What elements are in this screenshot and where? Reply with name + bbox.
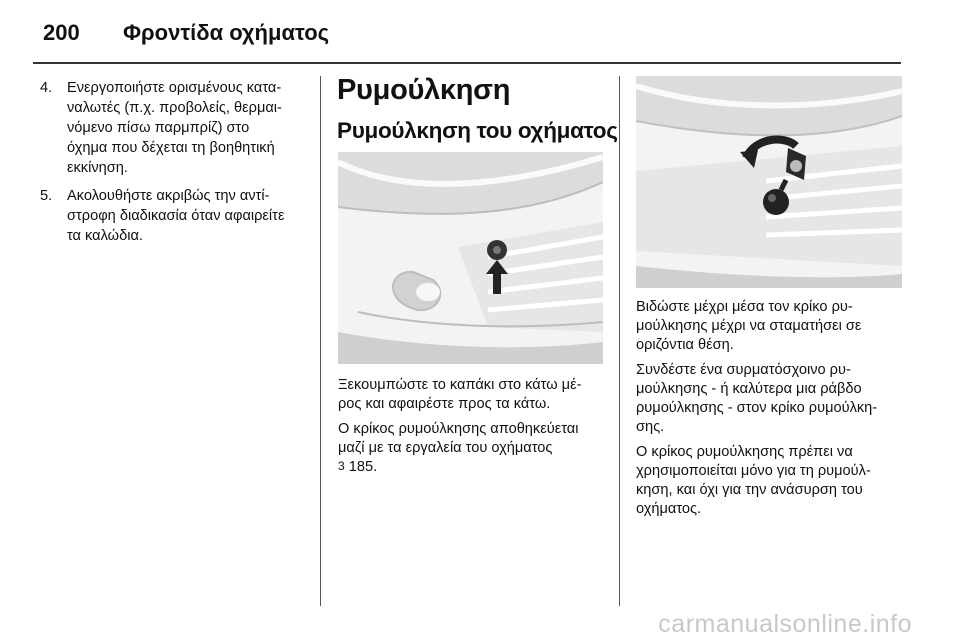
text-line: σης. [636,419,665,435]
paragraph [636,443,906,519]
text-line: μαζί με τα εργαλεία του οχήματος [338,440,553,456]
text-line: Συνδέστε ένα συρματόσχοινο ρυ- [636,362,851,378]
text-line: Ο κρίκος ρυμούλκησης πρέπει να [636,444,853,460]
text-line: μούλκησης μέχρι να σταματήσει σε [636,318,862,334]
paragraph [338,376,608,414]
text-line: Ξεκουμπώστε το καπάκι στο κάτω μέ- [338,377,582,393]
text-line: μούλκησης - ή καλύτερα μια ράβδο [636,381,862,397]
step-text-line: ναλωτές (π.χ. προβολείς, θερμαι- [67,100,282,116]
step-text-line: στροφη διαδικασία όταν αφαιρείτε [67,208,285,224]
towing-eye-illustration [636,76,902,288]
step-text-line: τα καλώδια. [67,228,143,244]
page-number: 200 [43,20,80,45]
header-rule [33,62,901,64]
page-title: Φροντίδα οχήματος [123,20,330,45]
cross-reference-icon: 3 [338,459,345,473]
step-list [40,78,308,254]
text-line: Βιδώστε μέχρι μέσα τον κρίκο ρυ- [636,299,853,315]
step-number: 4. [40,80,53,96]
subsection-title: Ρυμούλκηση του οχήματος [337,118,618,143]
step-text-line: νόμενο πίσω παρμπρίζ) στο [67,120,250,136]
text-line: οριζόντια θέση. [636,337,734,353]
column-divider-2 [619,76,620,606]
section-title: Ρυμούλκηση [337,74,511,106]
text-line: ρυμούλκησης - στον κρίκο ρυμούλκη- [636,400,878,416]
text-line: ρος και αφαιρέστε προς τα κάτω. [338,396,551,412]
text-line: κηση, και όχι για την ανάσυρση του [636,482,863,498]
step-text-line: όχημα που δέχεται τη βοηθητική [67,140,275,156]
watermark: carmanualsonline.info [658,610,912,638]
step-text-line: εκκίνηση. [67,160,128,176]
text-line: Ο κρίκος ρυμούλκησης αποθηκεύεται [338,421,579,437]
step-item-4 [40,78,308,178]
column-divider-1 [320,76,321,606]
step-number: 5. [40,188,53,204]
text-line: χρησιμοποιείται μόνο για τη ρυμούλ- [636,463,871,479]
bumper-cover-illustration [338,152,603,364]
towing-eye-instructions [636,298,906,525]
paragraph [636,298,906,355]
page-header [33,14,903,54]
paragraph [636,361,906,437]
text-line: οχήματος. [636,501,702,517]
towing-cover-instructions [338,376,608,483]
cross-reference-page: 185. [344,459,378,475]
step-text-line: Ακολουθήστε ακριβώς την αντί- [67,188,270,204]
paragraph [338,420,608,477]
step-item-5 [40,186,308,246]
step-text-line: Ενεργοποιήστε ορισμένους κατα- [67,80,282,96]
